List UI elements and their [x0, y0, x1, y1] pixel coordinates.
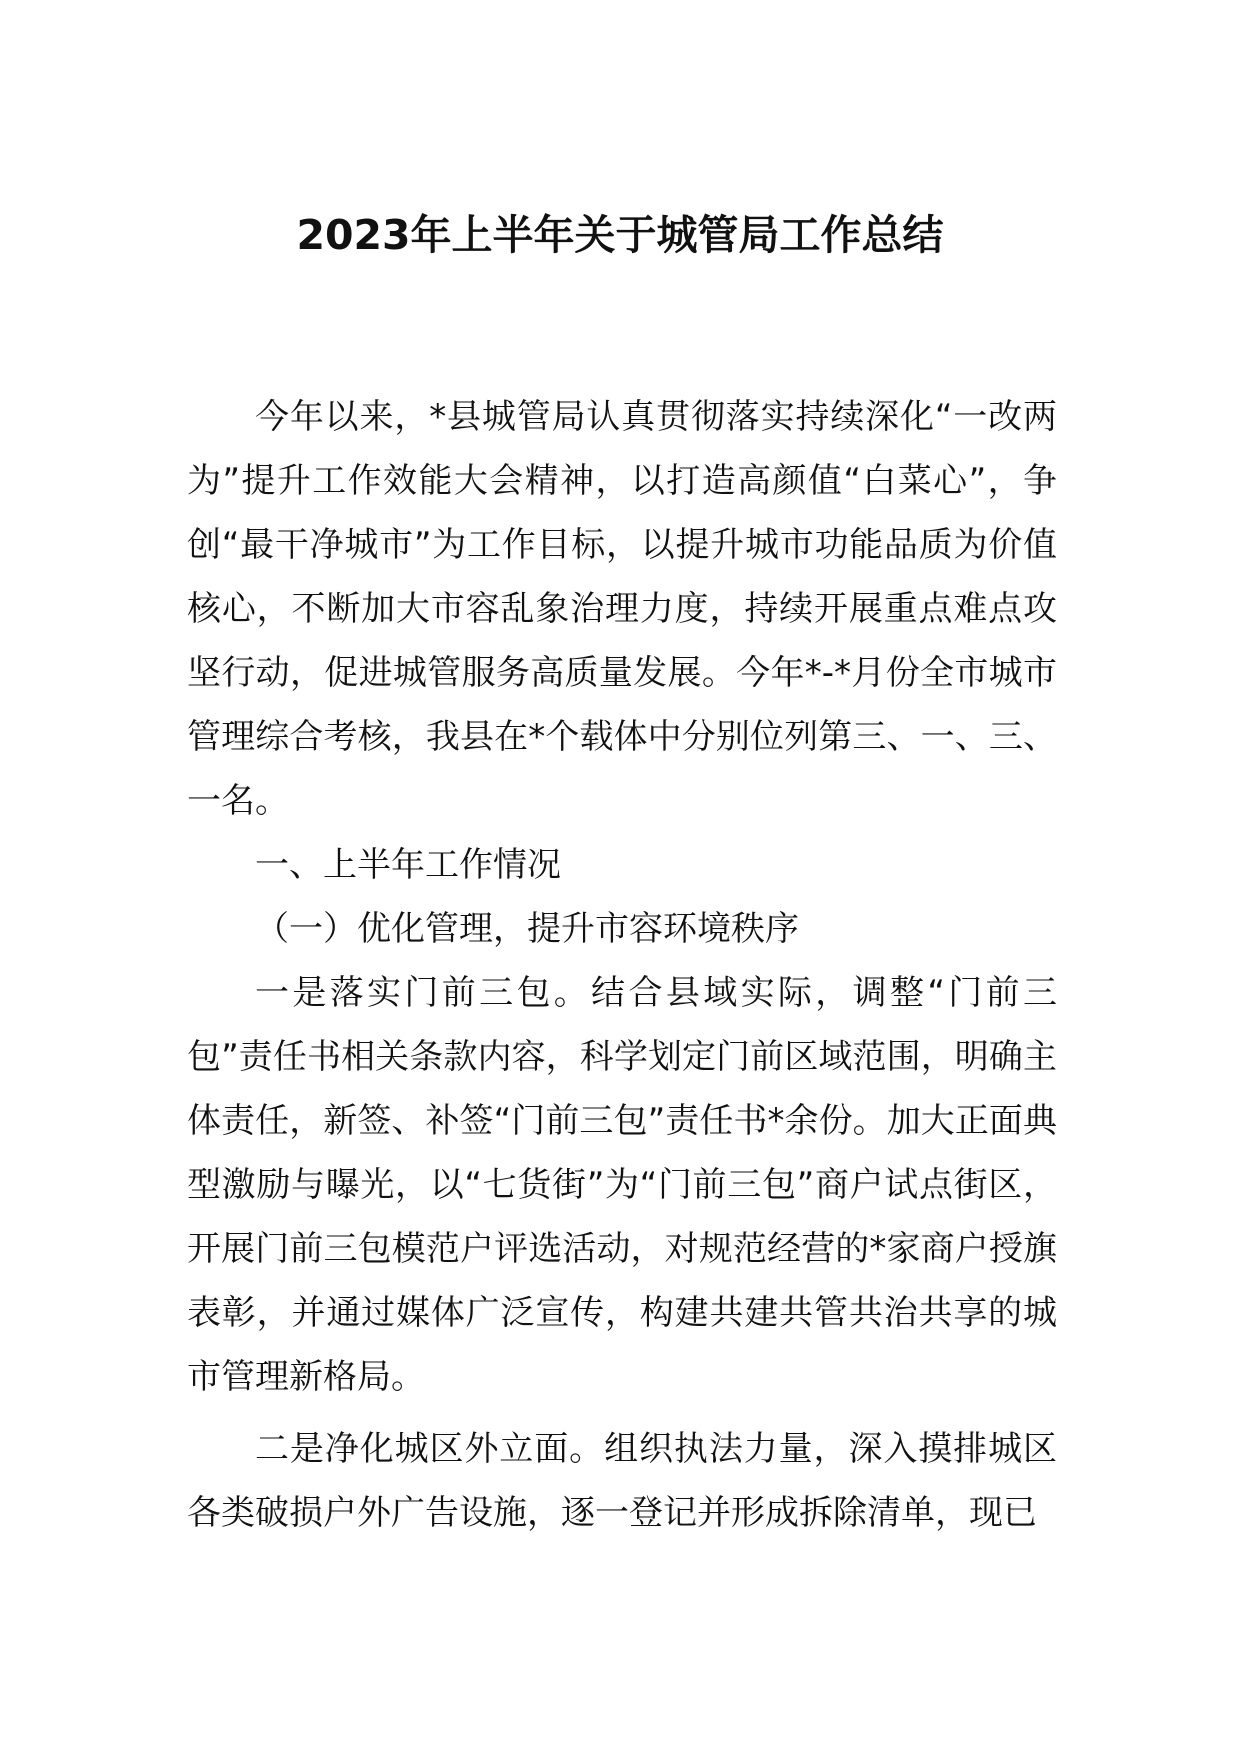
- section-heading: 一、上半年工作情况: [255, 845, 561, 885]
- intro-paragraph: 今年以来，*县城管局认真贯彻落实持续深化“一改两为”提升工作效能大会精神，以打造高颜值“白菜心”，争创“最干净城市”为工作目标，以提升城市功能品质为价值核心，不断加大市容乱象治理力度，持续开展重点难点攻坚行动，促进城管服务高质量发展。今年*-*月份全市城市管理综合考核，我县在*个载体中分别位列第三、一、三、一名。: [187, 397, 1057, 821]
- paragraph-storefront-responsibility: 一是落实门前三包。结合县域实际，调整“门前三包”责任书相关条款内容，科学划定门前区域范围，明确主体责任，新签、补签“门前三包”责任书*余份。加大正面典型激励与曝光，以“七货街”为“门前三包”商户试点街区，开展门前三包模范户评选活动，对规范经营的*家商户授旗表彰，并通过媒体广泛宣传，构建共建共管共治共享的城市管理新格局。: [187, 973, 1057, 1397]
- paragraph-gap: [187, 1409, 1057, 1417]
- document-body: [187, 385, 1057, 1545]
- paragraph-facade-cleanup: 二是净化城区外立面。组织执法力量，深入摸排城区各类破损户外广告设施，逐一登记并形成拆除清单，现已: [187, 1429, 1057, 1533]
- document-title: 2023年上半年关于城管局工作总结: [296, 211, 944, 259]
- subsection-heading: （一）优化管理，提升市容环境秩序: [255, 909, 799, 949]
